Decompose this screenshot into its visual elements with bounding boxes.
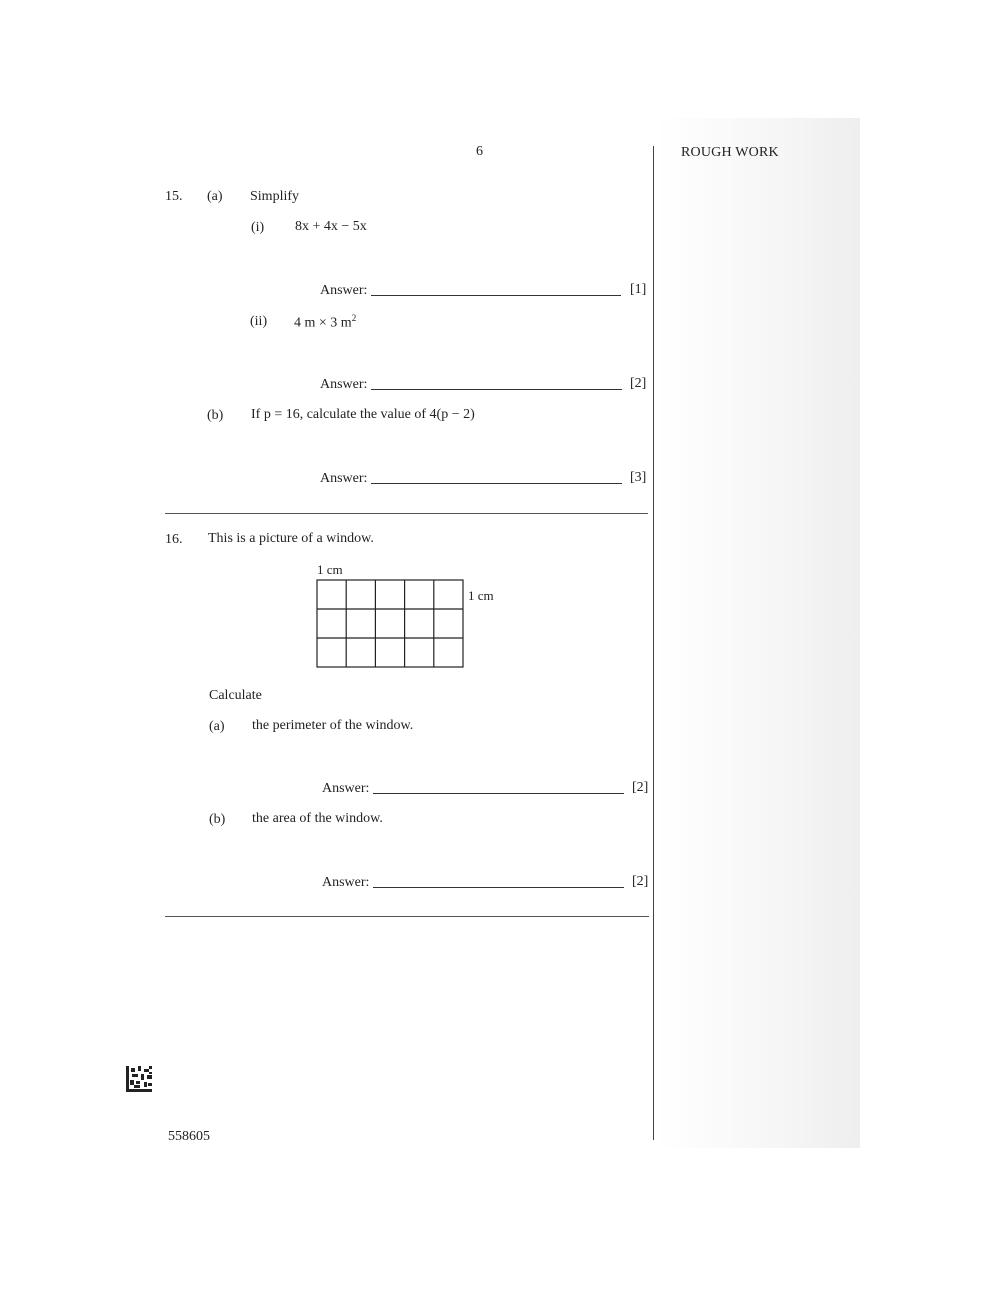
- q15b-text: If p = 16, calculate the value of 4(p − 2): [251, 407, 475, 422]
- window-outline: [317, 580, 463, 667]
- q15i-label: (i): [251, 220, 265, 235]
- grid-top-label: 1 cm: [317, 562, 343, 577]
- rough-work-divider: [653, 146, 654, 1140]
- q15i-answer-line[interactable]: [371, 295, 621, 296]
- window-grid: [316, 579, 466, 669]
- q15b-marks: [3]: [630, 470, 647, 485]
- q15ii-expression: 4 m × 3 $m^2$: [294, 313, 357, 331]
- q16-intro: This is a picture of a window.: [208, 531, 374, 546]
- q15ii-label: (ii): [250, 314, 268, 329]
- q15ii-answer-label: Answer:: [320, 377, 368, 392]
- q16a-text: the perimeter of the window.: [252, 718, 414, 733]
- document-id: 558605: [168, 1129, 210, 1144]
- q16b-answer-line[interactable]: [373, 887, 624, 888]
- q15a-label: (a): [207, 189, 223, 204]
- q16a-label: (a): [209, 719, 225, 734]
- q15-number: 15.: [165, 189, 183, 204]
- scan-shadow: [655, 118, 860, 1148]
- q15ii-marks: [2]: [630, 376, 647, 391]
- datamatrix-barcode: [126, 1066, 152, 1092]
- q15a-text: Simplify: [250, 189, 300, 204]
- q16b-label: (b): [209, 812, 226, 827]
- q15-separator: [165, 513, 648, 514]
- q16-number: 16.: [165, 532, 183, 547]
- q16b-answer-label: Answer:: [322, 875, 370, 890]
- q16a-marks: [2]: [632, 780, 649, 795]
- q16b-marks: [2]: [632, 874, 649, 889]
- q16b-text: the area of the window.: [252, 811, 383, 826]
- q15b-answer-line[interactable]: [371, 483, 622, 484]
- q15i-marks: [1]: [630, 282, 647, 297]
- q16a-answer-line[interactable]: [373, 793, 624, 794]
- page-number: 6: [476, 144, 483, 159]
- grid-side-label: 1 cm: [468, 588, 494, 603]
- q15b-label: (b): [207, 408, 224, 423]
- q15ii-answer-line[interactable]: [371, 389, 622, 390]
- rough-work-heading: ROUGH WORK: [681, 145, 779, 160]
- calculate-label: Calculate: [209, 688, 262, 703]
- q16-separator: [165, 916, 649, 917]
- q15b-answer-label: Answer:: [320, 471, 368, 486]
- q15i-answer-label: Answer:: [320, 283, 368, 298]
- q16a-answer-label: Answer:: [322, 781, 370, 796]
- q15i-expression: 8x + 4x − 5x: [295, 219, 367, 234]
